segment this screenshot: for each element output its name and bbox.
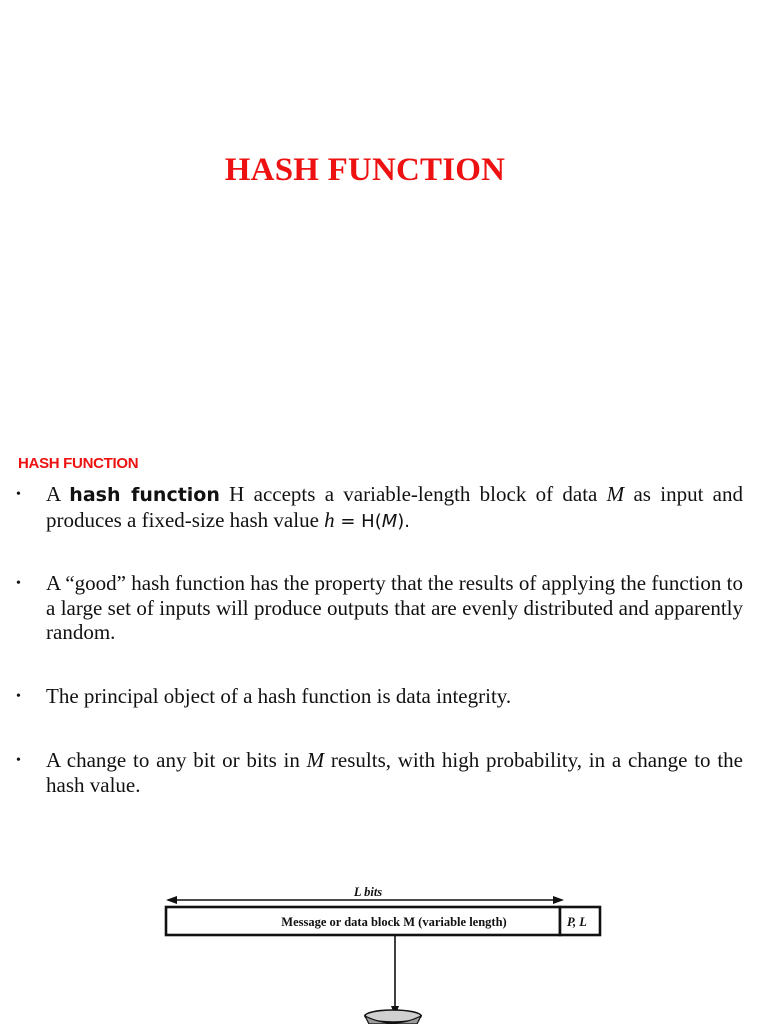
bullet-text: The principal object of a hash function is data integrity. [46, 684, 512, 708]
padding-label: P, L [567, 915, 587, 929]
variable-m: M [306, 748, 325, 772]
bullet-dot: • [16, 487, 21, 502]
equation-text: ). [397, 510, 411, 532]
bullet-item-definition [0, 482, 768, 534]
bullet-dot: • [16, 576, 21, 591]
bullet-dot: • [16, 689, 21, 704]
equation-text: = H( [334, 510, 382, 532]
variable-m: M [606, 482, 625, 506]
bullet-item-good-hash [0, 571, 768, 645]
bullet-text: results, with high probability, in a change to the hash value. [46, 748, 743, 797]
hash-funnel [365, 1010, 421, 1024]
bullet-item-integrity [0, 684, 536, 709]
bullet-text: A change to any bit or bits in [46, 748, 307, 772]
variable-m: M [381, 510, 398, 532]
bullet-text: as input and produces a fixed-size hash value [46, 482, 744, 532]
page-title: HASH FUNCTION [224, 152, 506, 188]
bullet-text: A [46, 482, 70, 506]
bold-term: hash function [69, 484, 220, 506]
message-label: Message or data block M (variable length) [281, 915, 507, 929]
bullet-text: H accepts a variable-length block of data [219, 482, 607, 506]
bullet-text: A “good” hash function has the property that the results of applying the function to a large set of inputs will produce outputs that are evenly distributed and apparently random. [46, 571, 743, 644]
hash-diagram [0, 870, 768, 1024]
bullet-dot: • [16, 753, 21, 768]
section-heading: HASH FUNCTION [18, 455, 139, 472]
bullet-item-change [0, 748, 768, 797]
length-label: L bits [353, 885, 383, 899]
variable-h: h [324, 507, 335, 532]
